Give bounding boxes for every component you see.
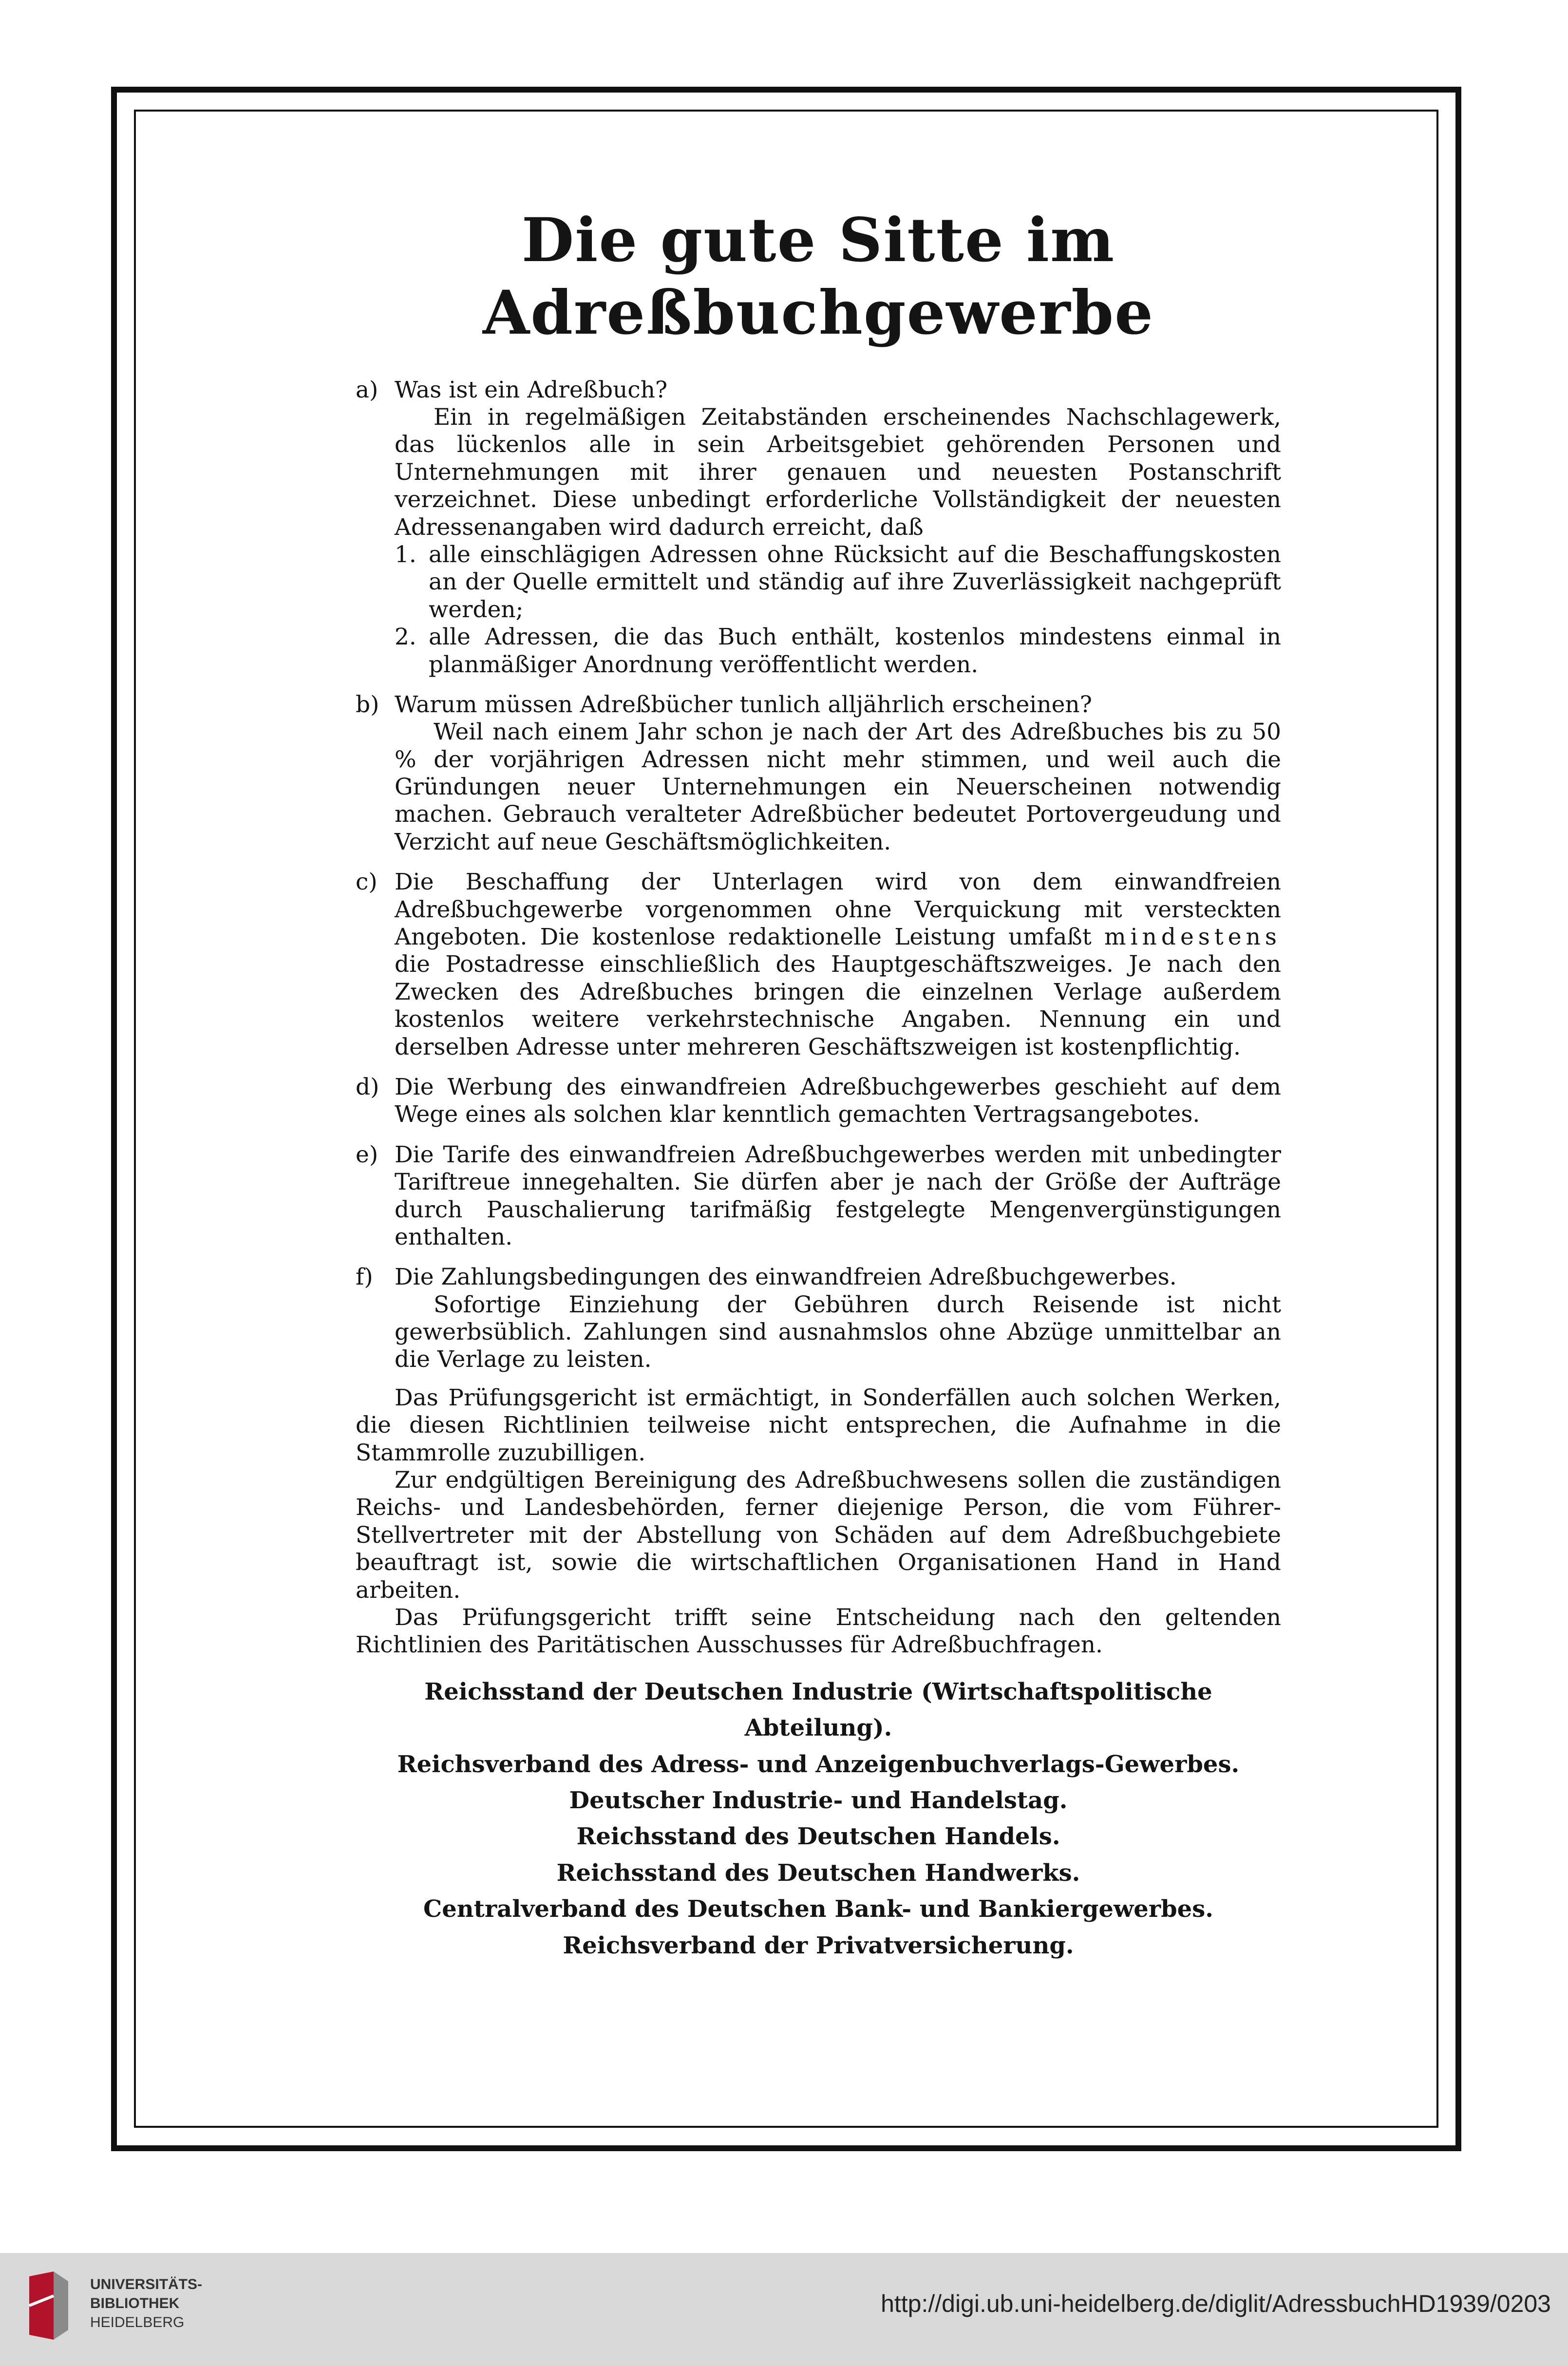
section-text: Sofortige Einziehung der Gebühren durch Reisende ist nicht gewerbsüblich. Zahlungen sind ausnahmslos ohne Abzüge unmittelbar an die Verlage zu leisten.	[395, 1291, 1281, 1373]
section-label: e)	[356, 1141, 378, 1168]
section-text: Die Tarife des einwandfreien Adreßbuchgewerbes werden mit unbedingter Tariftreue innegehalten. Sie dürfen aber je nach der Größe der Aufträge durch Pauschalierung tarifmäßig festgelegte Mengenvergünstigungen enthalten.	[395, 1141, 1281, 1250]
section-label: d)	[356, 1073, 379, 1100]
section-answer: Weil nach einem Jahr schon je nach der Art des Adreßbuches bis zu 50 % der vorjährigen Adressen nicht mehr stimmen, und weil auch die Gründungen neuer Unternehmungen ein Neuerscheinen notwendig machen. Gebrauch veralteter Adreßbücher bedeutet Portovergeudung und Verzicht auf neue Geschäftsmöglichkeiten.	[395, 719, 1281, 855]
section-answer: Ein in regelmäßigen Zeitabständen erscheinendes Nachschlagewerk, das lückenlos alle in sein Arbeitsgebiet gehörenden Personen und Unternehmungen mit ihrer genauen und neuesten Postanschrift verzeichnet. Diese unbedingt erforderliche Vollständigkeit der neuesten Adressenangaben wird dadurch erreicht, daß	[395, 403, 1281, 541]
list-item: 1. alle einschlägigen Adressen ohne Rücksicht auf die Beschaffungskosten an der Quelle ermittelt und ständig auf ihre Zuverlässigkeit nachgeprüft werden;	[395, 541, 1281, 623]
page-title: Die gute Sitte im Adreßbuchgewerbe	[482, 205, 1154, 348]
section-d	[356, 1074, 1281, 1129]
list-item: 2. alle Adressen, die das Buch enthält, kostenlos mindestens einmal in planmäßiger Anordnung veröffentlicht werden.	[395, 624, 1281, 678]
section-e	[356, 1141, 1281, 1251]
signatory: Reichsstand des Deutschen Handels.	[576, 1823, 1060, 1851]
library-logo-text: UNIVERSITÄTS- BIBLIOTHEK HEIDELBERG	[90, 2276, 203, 2330]
closing-paragraph: Das Prüfungsgericht trifft seine Entscheidung nach den geltenden Richtlinien des Paritätischen Ausschusses für Adreßbuchfragen.	[356, 1604, 1281, 1659]
section-c	[356, 869, 1281, 1061]
section-a	[356, 377, 1281, 679]
section-b	[356, 691, 1281, 856]
signatory: Deutscher Industrie- und Handelstag.	[569, 1786, 1068, 1814]
closing-paragraph: Zur endgültigen Bereinigung des Adreßbuchwesens sollen die zuständigen Reichs- und Landesbehörden, ferner diejenige Person, die vom Führer-Stellvertreter mit der Abstellung von Schäden auf dem Adreßbuchgebiete beauftragt ist, sowie die wirtschaftlichen Organisationen Hand in Hand arbeiten.	[356, 1467, 1281, 1604]
section-label: f)	[356, 1264, 373, 1291]
section-text: Die Beschaffung der Unterlagen wird von dem einwandfreien Adreßbuchgewerbe vorgenommen ohne Verquickung mit versteckten Angeboten. Die kostenlose redaktionelle Leistung umfaßt mindestens die Postadresse einschließlich des Hauptgeschäftszweiges. Je nach den Zwecken des Adreßbuches bringen die einzelnen Verlage außerdem kostenlos weitere verkehrstechnische Angaben. Nennung ein und derselben Adresse unter mehreren Geschäftszweigen ist kostenpflichtig.	[395, 869, 1281, 1060]
closing-paragraphs	[356, 1384, 1281, 1659]
signatories	[356, 1674, 1281, 1964]
section-label: b)	[356, 691, 379, 718]
emphasis-text: mindestens	[1104, 924, 1281, 951]
signatory: Reichsstand des Deutschen Handwerks.	[556, 1859, 1080, 1887]
section-f	[356, 1264, 1281, 1374]
library-footer	[0, 2253, 1568, 2366]
section-heading: Die Zahlungsbedingungen des einwandfreien Adreßbuchgewerbes.	[395, 1264, 1177, 1291]
library-logo-icon	[24, 2267, 73, 2345]
signatory: Reichsverband der Privatversicherung.	[563, 1931, 1074, 1959]
signatory: Reichsverband des Adress- und Anzeigenbuchverlags-Gewerbes.	[397, 1750, 1240, 1778]
signatory: Reichsstand der Deutschen Industrie (Wirtschaftspolitische Abteilung).	[424, 1678, 1212, 1742]
source-url-link[interactable]: http://digi.ub.uni-heidelberg.de/diglit/AdressbuchHD1939/0203	[881, 2290, 1551, 2317]
section-text: Die Werbung des einwandfreien Adreßbuchgewerbes geschieht auf dem Wege eines als solchen klar kenntlich gemachten Vertragsangebotes.	[395, 1073, 1281, 1128]
section-label: c)	[356, 869, 378, 896]
signatory: Centralverband des Deutschen Bank- und Bankiergewerbes.	[423, 1895, 1213, 1923]
section-label: a)	[356, 376, 378, 403]
section-question: Was ist ein Adreßbuch?	[395, 376, 668, 403]
closing-paragraph: Das Prüfungsgericht ist ermächtigt, in Sonderfällen auch solchen Werken, die diesen Richtlinien teilweise nicht entsprechen, die Aufnahme in die Stammrolle zuzubilligen.	[356, 1384, 1281, 1466]
section-question: Warum müssen Adreßbücher tunlich alljährlich erscheinen?	[395, 691, 1092, 718]
document-body	[356, 205, 1281, 1964]
